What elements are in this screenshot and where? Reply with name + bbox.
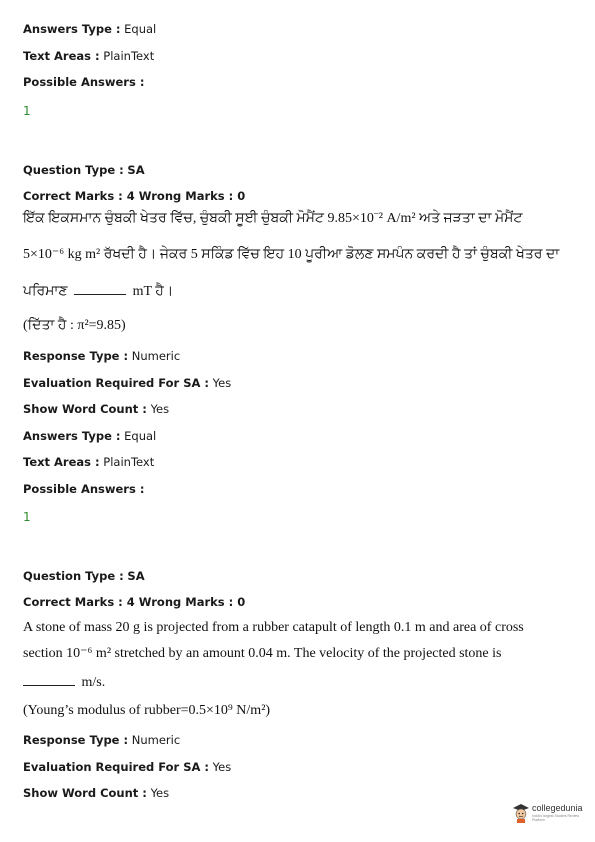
question-text-fragment: ਪਰਿਮਾਣ — [23, 284, 68, 299]
response-type-value: Numeric — [131, 349, 181, 363]
correct-marks-row: Correct Marks : 4 Wrong Marks : 0 — [23, 595, 246, 609]
possible-answers-row — [23, 482, 144, 496]
word-count-label: Show Word Count : — [23, 402, 147, 416]
word-count-row — [23, 402, 169, 416]
correct-marks-row: Correct Marks : 4 Wrong Marks : 0 — [23, 189, 246, 203]
question-type-label: Question Type : — [23, 163, 124, 177]
answers-type-value: Equal — [124, 22, 157, 36]
question-text-line: section 10⁻⁶ m² stretched by an amount 0.04 m. The velocity of the projected stone is — [23, 646, 502, 661]
text-areas-label: Text Areas : — [23, 455, 100, 469]
text-areas-value: PlainText — [103, 455, 155, 469]
question-type-value: SA — [127, 163, 145, 177]
question-text-line: ਇੱਕ ਇਕਸਮਾਨ ਚੁੰਬਕੀ ਖੇਤਰ ਵਿੱਚ, ਚੁੰਬਕੀ ਸੂਈ ਚੁੰਬਕੀ ਮੋਮੈਂਟ 9.85×10⁻² A/m² ਅਤੇ ਜੜਤਾ ਦਾ ਮੋਮੈਂਟ — [23, 211, 523, 226]
word-count-label: Show Word Count : — [23, 786, 147, 800]
question-text-line — [23, 282, 173, 300]
response-type-row — [23, 349, 180, 363]
answers-type-value: Equal — [124, 429, 157, 443]
word-count-value: Yes — [150, 402, 170, 416]
response-type-label: Response Type : — [23, 733, 129, 747]
question-text-line: 5×10⁻⁶ kg m² ਰੱਖਦੀ ਹੈ। ਜੇਕਰ 5 ਸਕਿੰਡ ਵਿੱਚ ਇਹ 10 ਪੂਰੀਆ ਡੋਲਣ ਸਮਪੰਨ ਕਰਦੀ ਹੈ ਤਾਂ ਚੁੰਬਕੀ ਖੇਤਰ ਦਾ — [23, 247, 560, 262]
answer-blank — [74, 282, 126, 295]
text-areas-row — [23, 49, 154, 63]
question-text-fragment: mT ਹੈ। — [132, 284, 174, 299]
logo-tagline: India's largest Student Review Platform — [532, 814, 579, 822]
possible-answers-label: Possible Answers : — [23, 482, 145, 496]
possible-answers-label: Possible Answers : — [23, 75, 145, 89]
text-areas-label: Text Areas : — [23, 49, 100, 63]
evaluation-label: Evaluation Required For SA : — [23, 376, 210, 390]
evaluation-row — [23, 376, 231, 390]
answers-type-label: Answers Type : — [23, 22, 121, 36]
collegedunia-logo[interactable] — [512, 803, 592, 825]
text-areas-row — [23, 455, 154, 469]
question-type-row — [23, 569, 145, 583]
evaluation-row — [23, 760, 231, 774]
question-text-line: A stone of mass 20 g is projected from a rubber catapult of length 0.1 m and area of cross — [23, 620, 524, 635]
question-text-line — [23, 673, 105, 691]
question-type-value: SA — [127, 569, 145, 583]
answer-blank — [23, 673, 75, 686]
question-type-row — [23, 163, 145, 177]
answers-type-label: Answers Type : — [23, 429, 121, 443]
logo-text: collegedunia — [532, 803, 583, 813]
question-given-note: (Young’s modulus of rubber=0.5×10⁹ N/m²) — [23, 703, 271, 718]
response-type-row — [23, 733, 180, 747]
possible-answer-value: 1 — [23, 104, 31, 118]
mascot-icon — [512, 803, 530, 823]
question-type-label: Question Type : — [23, 569, 124, 583]
possible-answer-value: 1 — [23, 510, 31, 524]
question-given-note: (ਦਿੱਤਾ ਹੈ : π²=9.85) — [23, 318, 126, 333]
question-text-fragment: m/s. — [81, 675, 106, 690]
answers-type-row — [23, 22, 156, 36]
evaluation-label: Evaluation Required For SA : — [23, 760, 210, 774]
response-type-label: Response Type : — [23, 349, 129, 363]
evaluation-value: Yes — [212, 376, 232, 390]
word-count-row — [23, 786, 169, 800]
evaluation-value: Yes — [212, 760, 232, 774]
possible-answers-row — [23, 75, 144, 89]
answers-type-row — [23, 429, 156, 443]
response-type-value: Numeric — [131, 733, 181, 747]
word-count-value: Yes — [150, 786, 170, 800]
text-areas-value: PlainText — [103, 49, 155, 63]
